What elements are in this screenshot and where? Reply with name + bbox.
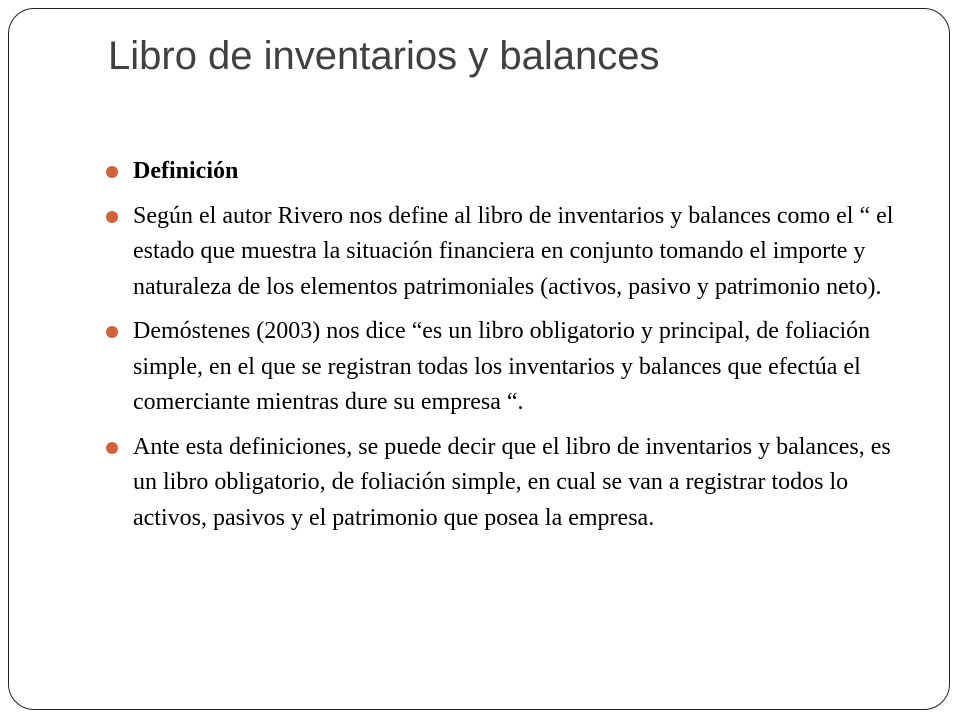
bullet-item-definition — [106, 154, 906, 190]
bullet-dot-icon — [106, 211, 118, 223]
bullet-text: Demóstenes (2003) nos dice “es un libro obligatorio y principal, de foliación simple, en el que se registran todas los inventarios y balances que efectúa el comerciante mientras dure su empresa “. — [133, 318, 871, 415]
bullet-dot-icon — [106, 326, 118, 338]
slide-title: Libro de inventarios y balances — [108, 34, 660, 78]
bullet-text: Según el autor Rivero nos define al libro de inventarios y balances como el “ el estado que muestra la situación financiera en conjunto tomando el importe y naturaleza de los elementos patrimoniales (activos, pasivo y patrimonio neto). — [133, 202, 894, 300]
bullet-text: Ante esta definiciones, se puede decir que el libro de inventarios y balances, es un libro obligatorio, de foliación simple, en cual se van a registrar todos lo activos, pasivos y el patrimonio que posea la empresa. — [133, 433, 891, 531]
bullet-list — [106, 154, 906, 545]
bullet-dot-icon — [106, 442, 118, 454]
bullet-item-demostenes — [106, 314, 906, 421]
bullet-item-conclusion — [106, 430, 906, 537]
bullet-item-rivero — [106, 199, 906, 306]
bullet-dot-icon — [106, 166, 118, 178]
bullet-text: Definición — [133, 158, 239, 184]
